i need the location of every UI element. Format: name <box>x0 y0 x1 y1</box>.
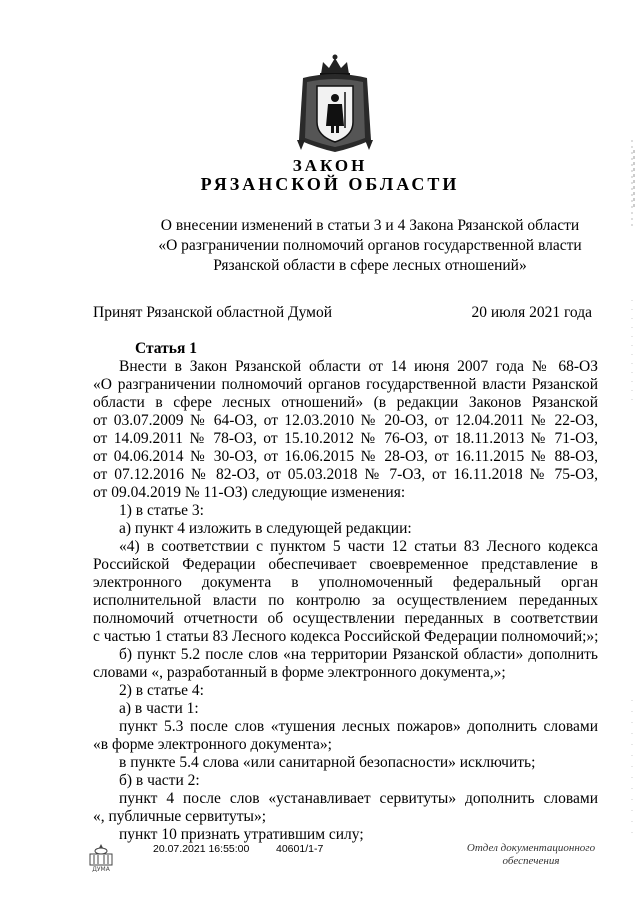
text-line: от 09.04.2019 № 11-ОЗ) следующие изменения: <box>93 484 406 501</box>
duma-building-icon <box>84 842 118 872</box>
text-line: «, публичные сервитуты»; <box>93 808 267 825</box>
adopted-by: Принят Рязанской областной Думой <box>93 304 333 321</box>
registration-timestamp: 20.07.2021 16:55:00 <box>153 843 250 855</box>
scan-edge-marks <box>626 140 638 840</box>
text-line: «4) в соответствии с пунктом 5 части 12 статьи 83 Лесного кодекса <box>119 538 598 555</box>
text-line: в пункте 5.4 слова «или санитарной безопасности» исключить; <box>119 754 536 771</box>
text-line: электронного документа в уполномоченный федеральный орган <box>93 574 598 591</box>
subject-line: «О разграничении полномочий органов государственной власти <box>158 237 582 254</box>
law-title: ЗАКОН <box>292 156 368 175</box>
text-line: пункт 10 признать утратившим силу; <box>119 826 364 843</box>
text-line: словами «, разработанный в форме электронного документа,»; <box>93 664 506 681</box>
text-line: б) в части 2: <box>119 772 200 789</box>
law-subject <box>90 216 640 276</box>
text-line: Внести в Закон Рязанской области от 14 июня 2007 года № 68-ОЗ <box>119 358 598 375</box>
adoption-date: 20 июля 2021 года <box>471 304 592 321</box>
duma-logo-text: ДУМА <box>92 866 110 872</box>
text-line: области в сфере лесных отношений» (в редакции Законов Рязанской <box>93 394 598 411</box>
subject-line: Рязанской области в сфере лесных отношений» <box>213 257 527 274</box>
article-heading: Статья 1 <box>135 340 197 357</box>
department-line: обеспечения <box>502 855 560 867</box>
text-line: от 04.06.2014 № 30-ОЗ, от 16.06.2015 № 28-ОЗ, от 16.11.2015 № 88-ОЗ, <box>93 448 598 465</box>
text-line: 2) в статье 4: <box>119 682 204 699</box>
text-line: а) пункт 4 изложить в следующей редакции: <box>119 520 412 537</box>
text-line: пункт 4 после слов «устанавливает сервитуты» дополнить словами <box>119 790 598 807</box>
text-line: «в форме электронного документа»; <box>93 736 332 753</box>
text-line: 1) в статье 3: <box>119 502 204 519</box>
law-region-title: РЯЗАНСКОЙ ОБЛАСТИ <box>200 174 460 194</box>
subject-line: О внесении изменений в статьи 3 и 4 Закона Рязанской области <box>160 217 580 234</box>
article-body <box>93 358 598 844</box>
department-stamp <box>452 842 610 868</box>
text-line: с частью 1 статьи 83 Лесного кодекса Российской Федерации полномочий;»; <box>93 628 599 645</box>
department-line: Отдел документационного <box>466 842 596 854</box>
coat-of-arms-icon <box>293 52 377 156</box>
text-line: пункт 5.3 после слов «тушения лесных пожаров» дополнить словами <box>119 718 598 735</box>
text-line: от 14.09.2011 № 78-ОЗ, от 15.10.2012 № 76-ОЗ, от 18.11.2013 № 71-ОЗ, <box>93 430 598 447</box>
text-line: исполнительной власти по контролю за осуществлением переданных <box>93 592 598 609</box>
text-line: от 07.12.2016 № 82-ОЗ, от 05.03.2018 № 7-ОЗ, от 16.11.2018 № 75-ОЗ, <box>93 466 598 483</box>
text-line: «О разграничении полномочий органов государственной власти Рязанской <box>93 376 598 393</box>
text-line: б) пункт 5.2 после слов «на территории Рязанской области» дополнить <box>119 646 598 663</box>
text-line: Российской Федерации обеспечивает своевременное представление в <box>93 556 598 573</box>
text-line: полномочий отчетности об осуществлении переданных в соответствии <box>93 610 598 627</box>
text-line: от 03.07.2009 № 64-ОЗ, от 12.03.2010 № 20-ОЗ, от 12.04.2011 № 22-ОЗ, <box>93 412 598 429</box>
text-line: а) в части 1: <box>119 700 199 717</box>
registration-number: 40601/1-7 <box>276 843 324 855</box>
